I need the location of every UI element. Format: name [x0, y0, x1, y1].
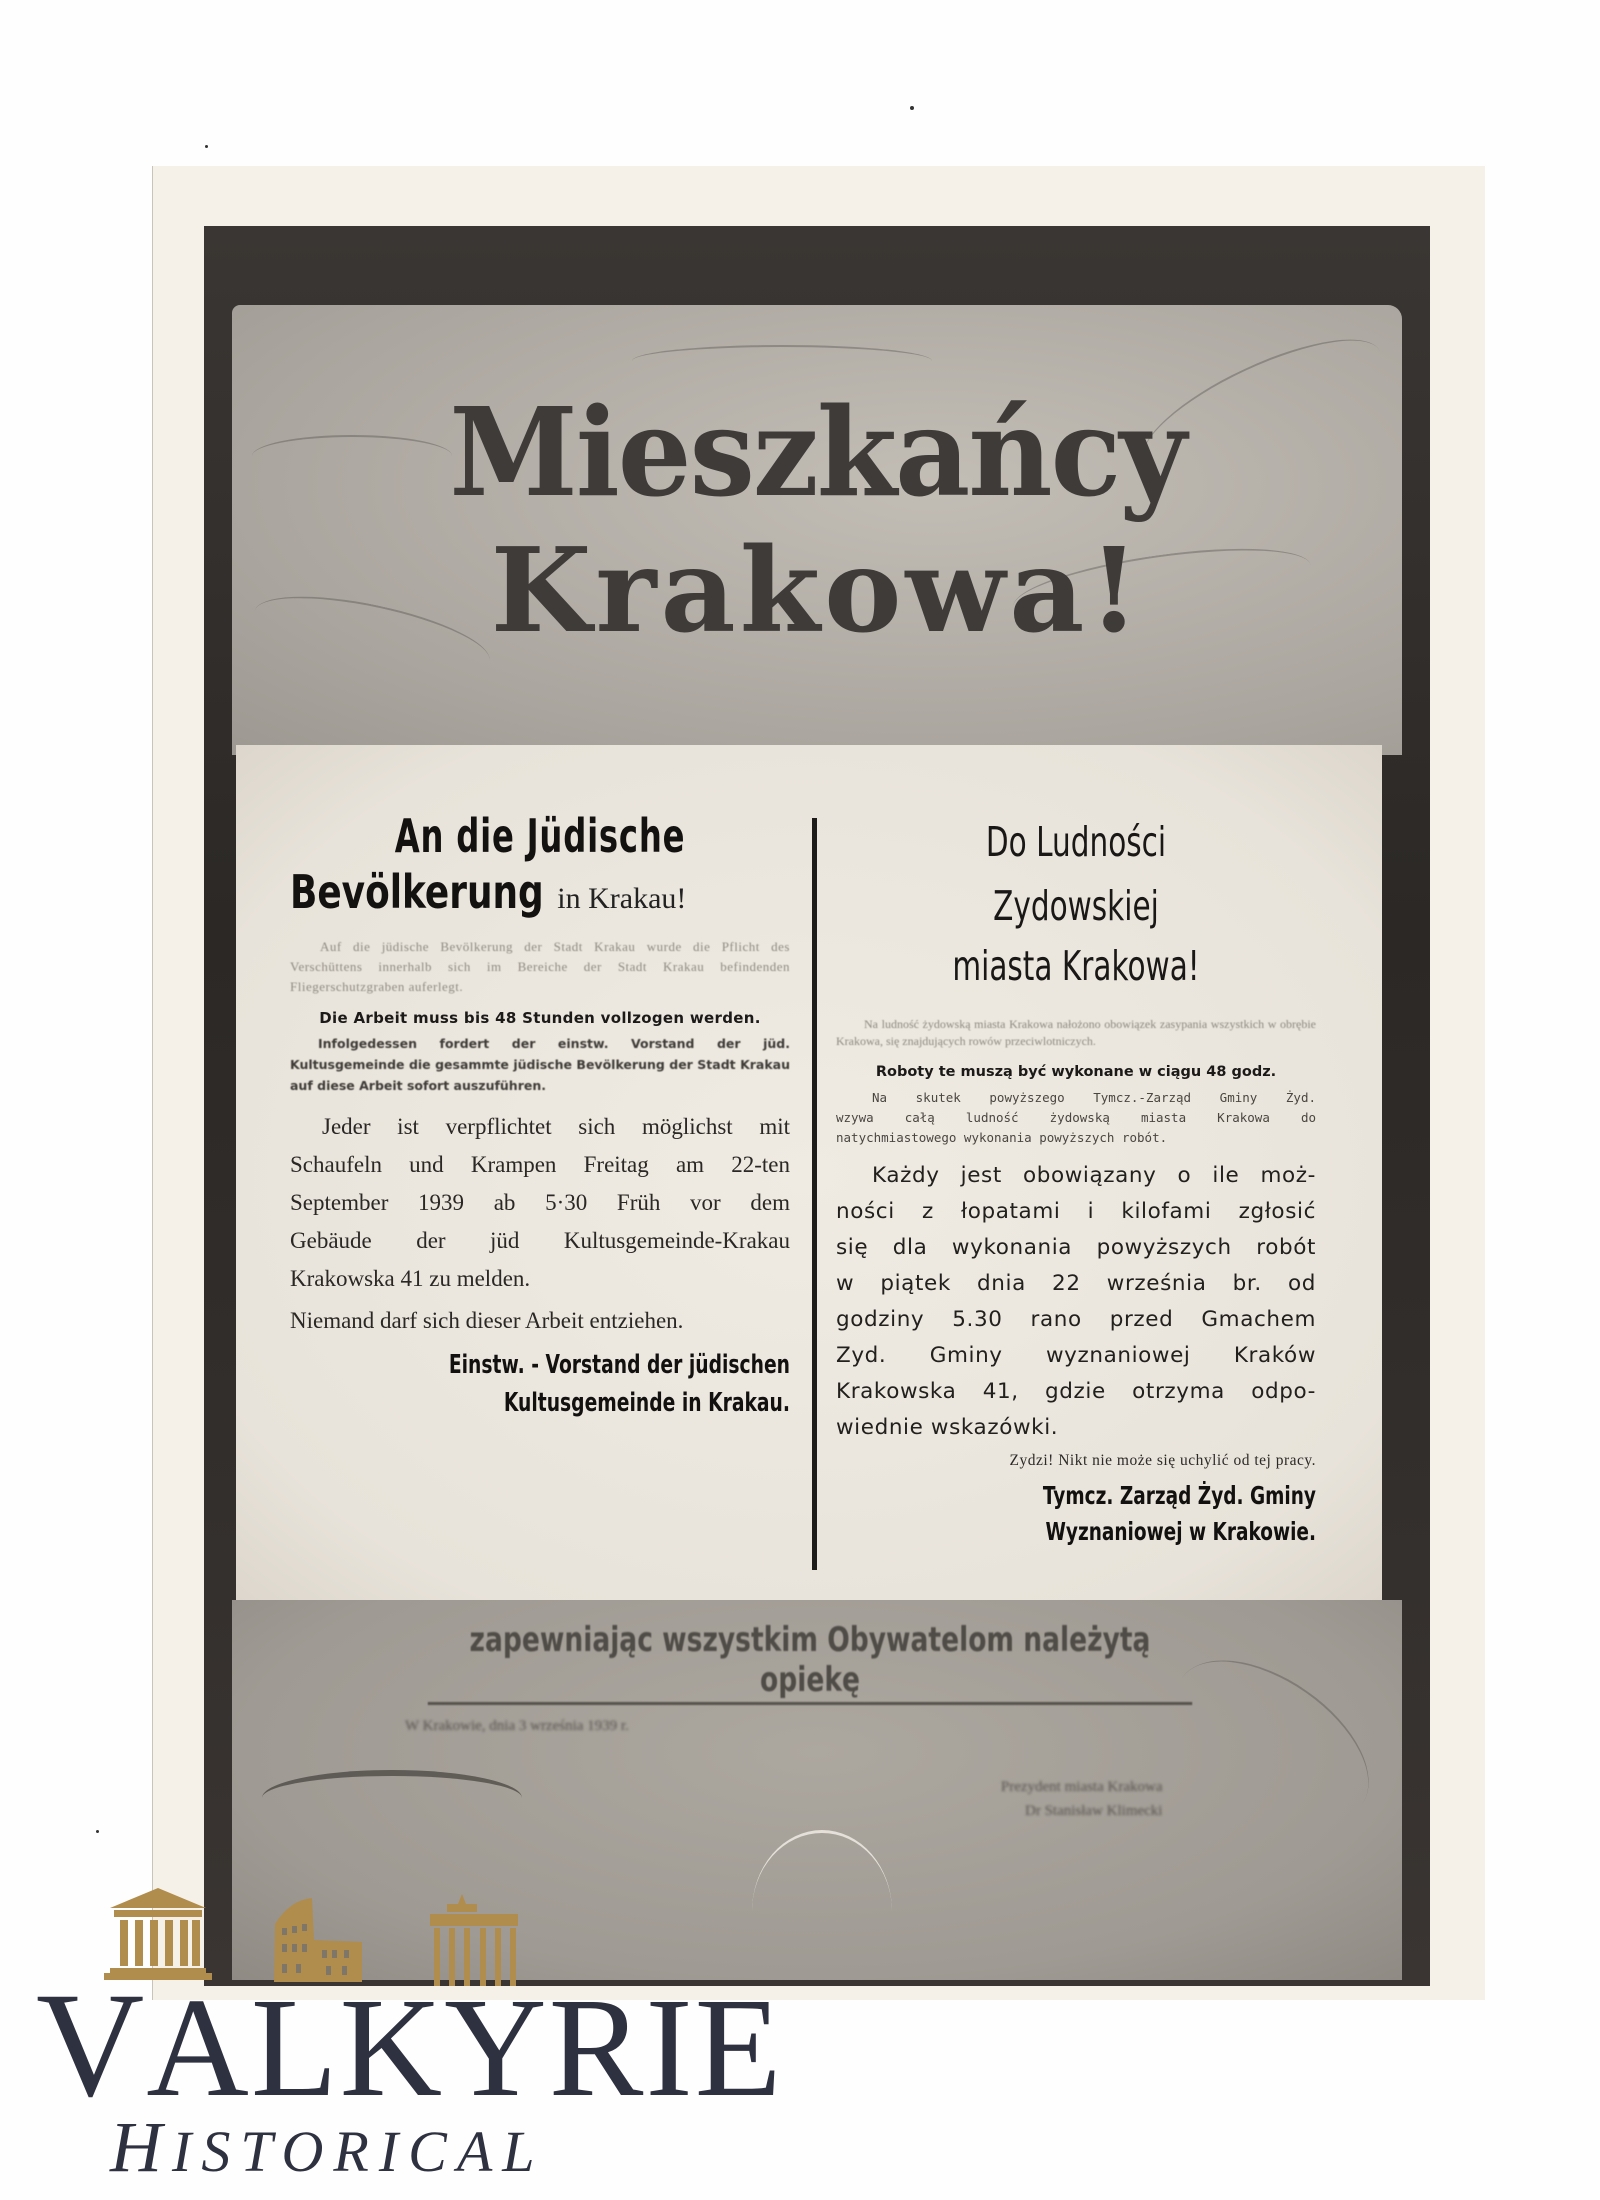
german-closing-line: Niemand darf sich dieser Arbeit entziehen. — [290, 1308, 684, 1333]
german-signature-line-2: Kultusgemeinde in Krakau. — [503, 1388, 790, 1418]
polish-body-line: się dla wykonania powyższych robót — [836, 1235, 1316, 1260]
german-bold-line: Die Arbeit muss bis 48 Stunden vollzogen werden. — [319, 1009, 761, 1027]
german-body-line: Jeder ist verpflichtet sich möglichst mit — [322, 1114, 790, 1139]
german-body-line: Krakowska 41 zu melden. — [290, 1266, 531, 1291]
polish-mono-paragraph — [836, 1088, 1316, 1148]
polish-bold-line: Roboty te muszą być wykonane w ciągu 48 godz. — [875, 1064, 1277, 1080]
watermark-brand — [36, 1962, 784, 2128]
lower-signature-line-1: Prezydent miasta Krakowa — [1000, 1779, 1163, 1795]
polish-signature — [836, 1478, 1316, 1550]
lower-poster-place-date: W Krakowie, dnia 3 września 1939 r. — [405, 1718, 629, 1734]
polish-body-line: Zyd. Gminy wyznaniowej Kraków — [836, 1343, 1316, 1368]
polish-body-line: ności z łopatami i kilofami zgłosić — [836, 1199, 1316, 1224]
polish-body-line: w piątek dnia 22 września br. od — [836, 1271, 1316, 1296]
watermark-logo — [36, 1962, 784, 2192]
polish-body-line: godziny 5.30 rano przed Gmachem — [836, 1307, 1316, 1332]
dust-speck — [96, 1830, 99, 1833]
german-signature-line-1: Einstw. - Vorstand der jüdischen — [448, 1350, 790, 1380]
german-title-line-1: An die Jüdische — [394, 809, 686, 863]
headline-line-1: Mieszkańcy — [449, 381, 1185, 525]
german-semi-faint-paragraph: Infolgedessen fordert der einstw. Vorstand der jüd. Kultusgemeinde die gesammte jüdische Bevölkerung der Stadt Krakau auf diese Arbeit sofort auszuführen. — [290, 1036, 790, 1093]
polish-title-line-1: Do Ludności Zydowskiej — [985, 818, 1167, 930]
poster-headline — [232, 381, 1402, 659]
lower-poster-slogan: zapewniając wszystkim Obywatelom należytą opiekę — [428, 1620, 1192, 1705]
german-body-line: Schaufeln und Krampen Freitag am 22-ten — [290, 1152, 790, 1177]
watermark-brand-initial: V — [36, 1962, 147, 2128]
german-faint-paragraph: Auf die jüdische Bevölkerung der Stadt Krakau wurde die Pflicht des Verschüttens innerhalb sich im Bereiche der Stadt Krakau befindenden Fliegerschutzgraben auferlegt. — [290, 939, 790, 994]
polish-body-line: wiednie wskazówki. — [836, 1415, 1059, 1440]
polish-title-line-2: miasta Krakowa! — [952, 942, 1200, 990]
headline-line-2: Krakowa! — [490, 523, 1144, 659]
german-body-line: Gebäude der jüd Kultusgemeinde-Krakau — [290, 1228, 790, 1253]
polish-mono-line: Na skutek powyższego Tymcz.-Zarząd Gminy Żyd. — [872, 1090, 1316, 1105]
column-divider — [812, 818, 817, 1570]
polish-body-line: Każdy jest obowiązany o ile moż- — [872, 1163, 1316, 1188]
polish-mono-line: wzywa całą ludność żydowską miasta Krakowa do — [836, 1110, 1316, 1125]
lower-signature-line-2: Dr Stanisław Klimecki — [1025, 1803, 1163, 1819]
german-body-line: September 1939 ab 5·30 Früh vor dem — [290, 1190, 790, 1215]
german-body — [290, 1108, 790, 1298]
polish-faint-paragraph: Na ludność żydowską miasta Krakowa nałożono obowiązek zasypania wszystkich w obrębie Krakowa, się znajdujących rowów przeciwlotniczych. — [836, 1017, 1316, 1048]
polish-mono-line: natychmiastowego wykonania powyższych robót. — [836, 1130, 1168, 1145]
polish-column — [836, 810, 1316, 1550]
lower-poster-signature — [985, 1775, 1162, 1823]
polish-warning-line: Zydzi! Nikt nie może się uchylić od tej pracy. — [1009, 1452, 1316, 1469]
polish-body-line: Krakowska 41, gdzie otrzyma odpo- — [836, 1379, 1316, 1404]
watermark-subtitle-initial: H — [110, 2107, 172, 2187]
german-title-suffix: in Krakau! — [557, 882, 687, 915]
polish-signature-line-1: Tymcz. Zarząd Żyd. Gminy — [1042, 1481, 1316, 1510]
german-signature — [290, 1346, 790, 1422]
german-title-word: Bevölkerung — [290, 865, 544, 919]
dust-speck — [910, 106, 914, 110]
german-title-line-2 — [290, 865, 790, 919]
polish-body — [836, 1158, 1316, 1446]
polish-signature-line-2: Wyznaniowej w Krakowie. — [1045, 1517, 1316, 1546]
watermark-subtitle-rest: ISTORICAL — [172, 2119, 545, 2184]
watermark-brand-rest: ALKYRIE — [146, 1968, 784, 2126]
dust-speck — [205, 145, 208, 148]
german-column — [290, 805, 790, 1422]
